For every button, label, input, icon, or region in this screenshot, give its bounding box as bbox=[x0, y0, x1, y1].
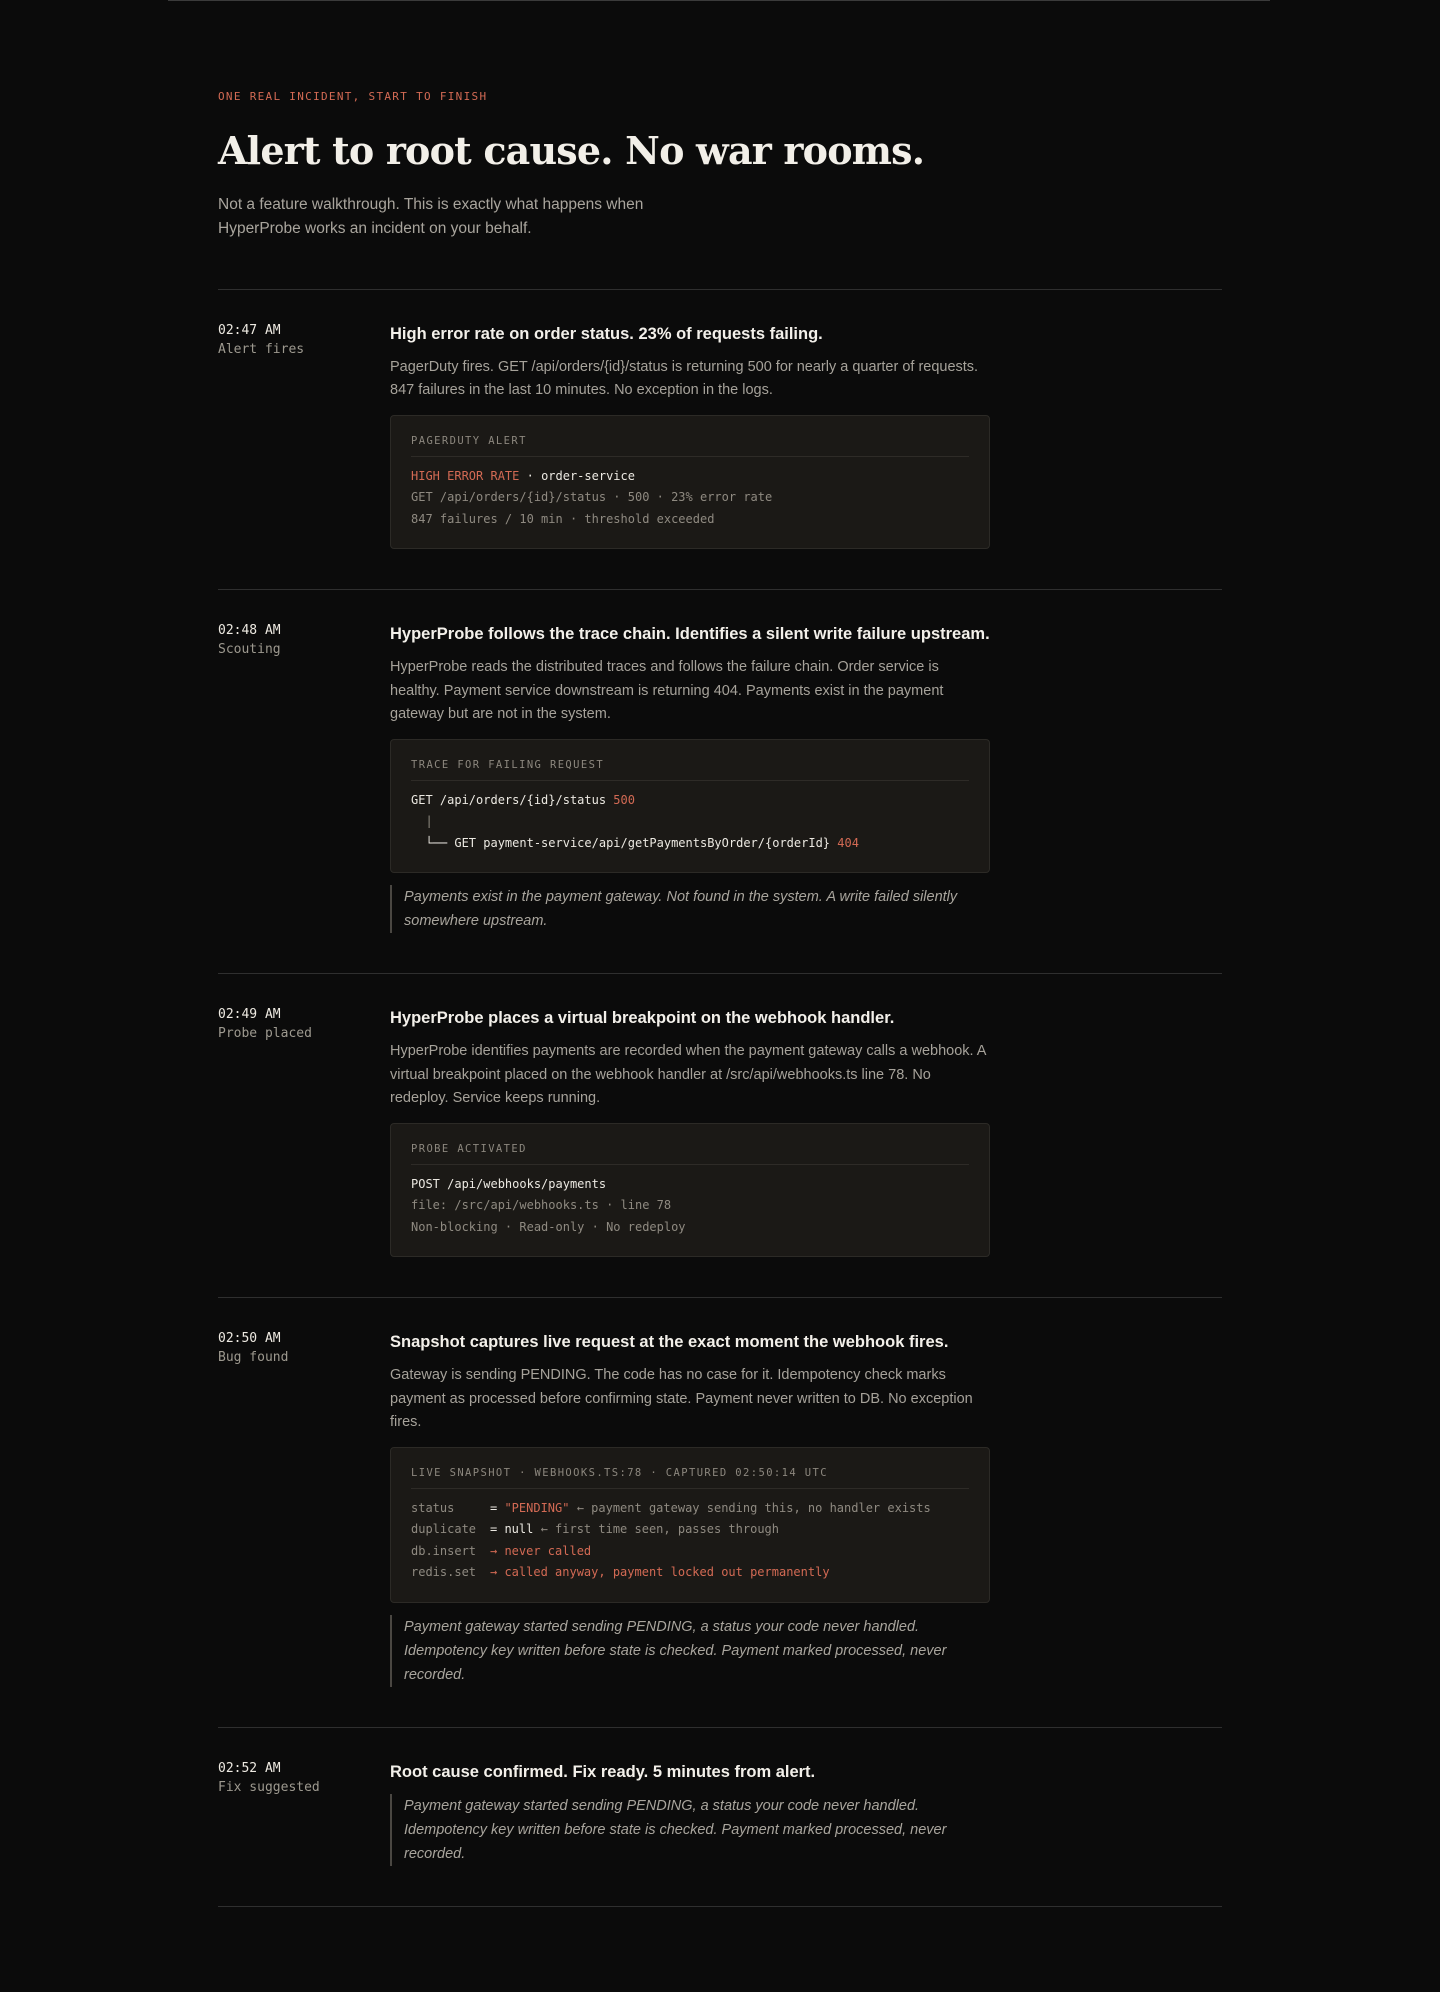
step-meta bbox=[218, 1006, 390, 1257]
variable-value: → never called bbox=[490, 1543, 592, 1558]
step-body: PagerDuty fires. GET /api/orders/{id}/status is returning 500 for nearly a quarter of requests. 847 failures in the last 10 minutes. No exception in the logs. bbox=[390, 358, 979, 399]
step-title: High error rate on order status. 23% of requests failing. bbox=[390, 324, 823, 343]
step-quote: Payments exist in the payment gateway. Not found in the system. A write failed silently somewhere upstream. bbox=[390, 885, 974, 933]
snapshot-row bbox=[411, 1562, 969, 1584]
step-title: Root cause confirmed. Fix ready. 5 minutes from alert. bbox=[390, 1762, 816, 1781]
assign-op: = bbox=[490, 1522, 505, 1537]
trace-connector: | bbox=[411, 814, 433, 829]
step-meta bbox=[218, 322, 390, 550]
timeline-step-scouting bbox=[218, 589, 1222, 973]
step-content bbox=[390, 322, 990, 550]
step-meta bbox=[218, 1330, 390, 1687]
step-content bbox=[390, 1760, 990, 1866]
step-title: HyperProbe places a virtual breakpoint on the webhook handler. bbox=[390, 1009, 895, 1028]
snapshot-card bbox=[390, 1447, 990, 1603]
variable-name: redis.set bbox=[411, 1565, 477, 1580]
timeline-step-probe bbox=[218, 973, 1222, 1297]
snapshot-row bbox=[411, 1498, 969, 1520]
step-body: Gateway is sending PENDING. The code has no case for it. Idempotency check marks payment as processed before confirming state. Payment never written to DB. No exception fires. bbox=[390, 1367, 973, 1431]
step-tag: Fix suggested bbox=[218, 1779, 320, 1795]
snapshot-row bbox=[411, 1519, 969, 1541]
status-code: 404 bbox=[837, 835, 859, 850]
variable-value: null bbox=[504, 1522, 534, 1537]
timeline bbox=[218, 289, 1222, 1907]
variable-name: duplicate bbox=[411, 1522, 477, 1537]
assign-op: = bbox=[490, 1500, 505, 1515]
section-title: Alert to root cause. No war rooms. bbox=[218, 128, 925, 173]
step-tag: Probe placed bbox=[218, 1026, 312, 1042]
trace-card bbox=[390, 739, 990, 874]
step-tag: Bug found bbox=[218, 1350, 289, 1366]
request-path: └── GET payment-service/api/getPaymentsByOrder/{orderId} bbox=[411, 835, 838, 850]
step-time: 02:52 AM bbox=[218, 1760, 281, 1776]
probe-card bbox=[390, 1123, 990, 1258]
alert-threshold-line: 847 failures / 10 min · threshold exceeded bbox=[411, 511, 715, 526]
section-eyebrow: ONE REAL INCIDENT, START TO FINISH bbox=[218, 90, 488, 103]
step-body: HyperProbe reads the distributed traces and follows the failure chain. Order service is healthy. Payment service downstream is returning 404. Payments exist in the payment gateway but are not in the system. bbox=[390, 659, 944, 723]
step-time: 02:50 AM bbox=[218, 1331, 281, 1347]
card-header: PROBE ACTIVATED bbox=[411, 1142, 969, 1165]
step-time: 02:49 AM bbox=[218, 1007, 281, 1023]
step-content bbox=[390, 1006, 990, 1257]
separator: · bbox=[519, 468, 542, 483]
incident-section bbox=[218, 0, 1222, 1907]
alert-summary-line bbox=[411, 466, 969, 488]
section-subtitle: Not a feature walkthrough. This is exactly what happens when HyperProbe works an incident on your behalf. bbox=[218, 195, 644, 237]
step-tag: Scouting bbox=[218, 642, 281, 658]
probe-endpoint: POST /api/webhooks/payments bbox=[411, 1176, 607, 1191]
probe-file: file: /src/api/webhooks.ts · line 78 bbox=[411, 1198, 672, 1213]
step-content bbox=[390, 1330, 990, 1687]
variable-value: → called anyway, payment locked out permanently bbox=[490, 1565, 830, 1580]
card-header: TRACE FOR FAILING REQUEST bbox=[411, 758, 969, 781]
step-title: HyperProbe follows the trace chain. Identifies a silent write failure upstream. bbox=[390, 625, 990, 644]
probe-flags: Non-blocking · Read-only · No redeploy bbox=[411, 1219, 686, 1234]
trace-child-request bbox=[411, 833, 969, 855]
timeline-step-bug bbox=[218, 1297, 1222, 1727]
step-title: Snapshot captures live request at the exact moment the webhook fires. bbox=[390, 1333, 949, 1352]
variable-note: ← first time seen, passes through bbox=[533, 1522, 779, 1537]
variable-name: status bbox=[411, 1500, 455, 1515]
step-time: 02:48 AM bbox=[218, 623, 281, 639]
step-meta bbox=[218, 1760, 390, 1866]
variable-note: ← payment gateway sending this, no handler exists bbox=[569, 1500, 931, 1515]
timeline-step-alert bbox=[218, 289, 1222, 590]
service-name: order-service bbox=[541, 468, 635, 483]
variable-value: "PENDING" bbox=[504, 1500, 570, 1515]
card-header: LIVE SNAPSHOT · WEBHOOKS.TS:78 · CAPTURED 02:50:14 UTC bbox=[411, 1466, 969, 1489]
request-path: GET /api/orders/{id}/status bbox=[411, 792, 614, 807]
step-meta bbox=[218, 622, 390, 933]
step-quote: Payment gateway started sending PENDING, a status your code never handled. Idempotency key written before state is checked. Payment marked processed, never recorded. bbox=[390, 1794, 974, 1866]
step-body: HyperProbe identifies payments are recorded when the payment gateway calls a webhook. A virtual breakpoint placed on the webhook handler at /src/api/webhooks.ts line 78. No redeploy. Service keeps running. bbox=[390, 1043, 986, 1107]
severity-label: HIGH ERROR RATE bbox=[411, 468, 520, 483]
variable-name: db.insert bbox=[411, 1543, 477, 1558]
alert-detail-line: GET /api/orders/{id}/status · 500 · 23% error rate bbox=[411, 490, 773, 505]
timeline-step-fix bbox=[218, 1727, 1222, 1907]
trace-root-request bbox=[411, 790, 969, 812]
step-tag: Alert fires bbox=[218, 341, 305, 357]
pagerduty-alert-card bbox=[390, 415, 990, 550]
step-content bbox=[390, 622, 990, 933]
snapshot-row bbox=[411, 1541, 969, 1563]
status-code: 500 bbox=[613, 792, 635, 807]
card-header: PAGERDUTY ALERT bbox=[411, 434, 969, 457]
step-quote: Payment gateway started sending PENDING, a status your code never handled. Idempotency key written before state is checked. Payment marked processed, never recorded. bbox=[390, 1615, 974, 1687]
step-time: 02:47 AM bbox=[218, 322, 281, 338]
